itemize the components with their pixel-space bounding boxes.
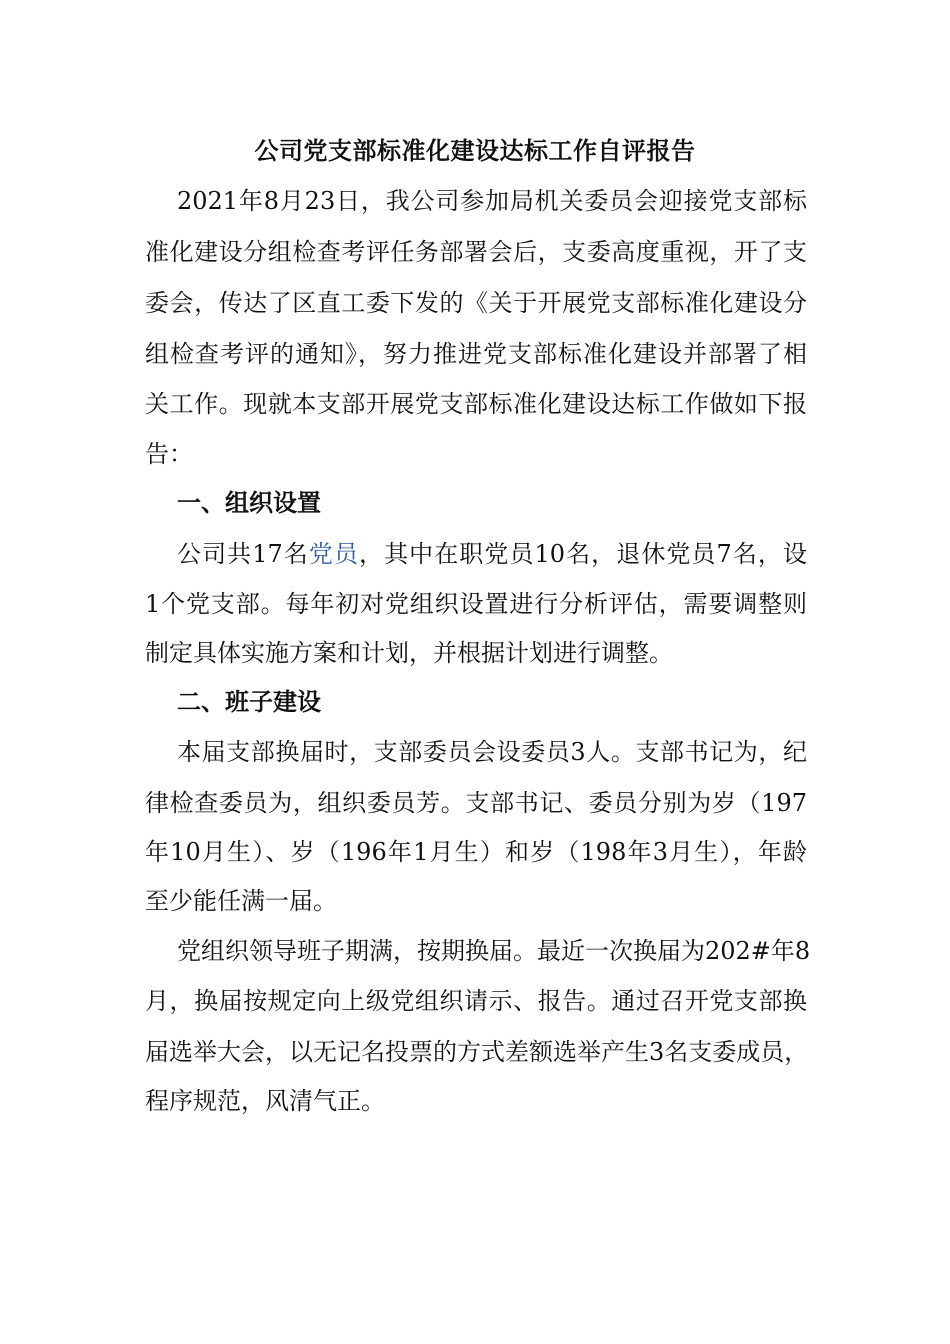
- section2-line: 至少能任满一届。: [145, 887, 337, 915]
- section2-line: 届选举大会，以无记名投票的方式差额选举产生3名支委成员，: [145, 1038, 809, 1066]
- intro-line: 委会，传达了区直工委下发的《关于开展党支部标准化建设分: [145, 289, 807, 317]
- section2-line: 党组织领导班子期满，按期换届。最近一次换届为202#年8: [177, 937, 811, 965]
- section2-line: 律检查委员为，组织委员芳。支部书记、委员分别为岁（197: [145, 789, 807, 817]
- section1-text: 公司共17名: [177, 540, 309, 568]
- section1-line: 1个党支部。每年初对党组织设置进行分析评估，需要调整则: [145, 590, 807, 618]
- section2-line: 年10月生）、岁（196年1月生）和岁（198年3月生），年龄: [145, 838, 807, 866]
- intro-line: 组检查考评的通知》，努力推进党支部标准化建设并部署了相: [145, 340, 807, 368]
- intro-line: 准化建设分组检查考评任务部署会后，支委高度重视，开了支: [145, 238, 807, 266]
- section-heading-leadership: 二、班子建设: [177, 687, 321, 716]
- intro-line: 2021年8月23日，我公司参加局机关委员会迎接党支部标: [177, 187, 807, 215]
- document-title: 公司党支部标准化建设达标工作自评报告: [254, 136, 696, 165]
- intro-line: 告：: [145, 440, 193, 468]
- section2-line: 月，换届按规定向上级党组织请示、报告。通过召开党支部换: [145, 987, 807, 1015]
- intro-line: 关工作。现就本支部开展党支部标准化建设达标工作做如下报: [145, 390, 807, 418]
- section1-line: [177, 536, 807, 572]
- section2-line: 程序规范，风清气正。: [145, 1087, 385, 1115]
- section1-text: ，其中在职党员10名，退休党员7名，设: [359, 540, 808, 568]
- section2-line: 本届支部换届时，支部委员会设委员3人。支部书记为，纪: [177, 738, 807, 766]
- section-heading-organization: 一、组织设置: [177, 488, 321, 517]
- section1-line: 制定具体实施方案和计划，并根据计划进行调整。: [145, 639, 673, 667]
- party-member-link[interactable]: 党员: [308, 540, 360, 568]
